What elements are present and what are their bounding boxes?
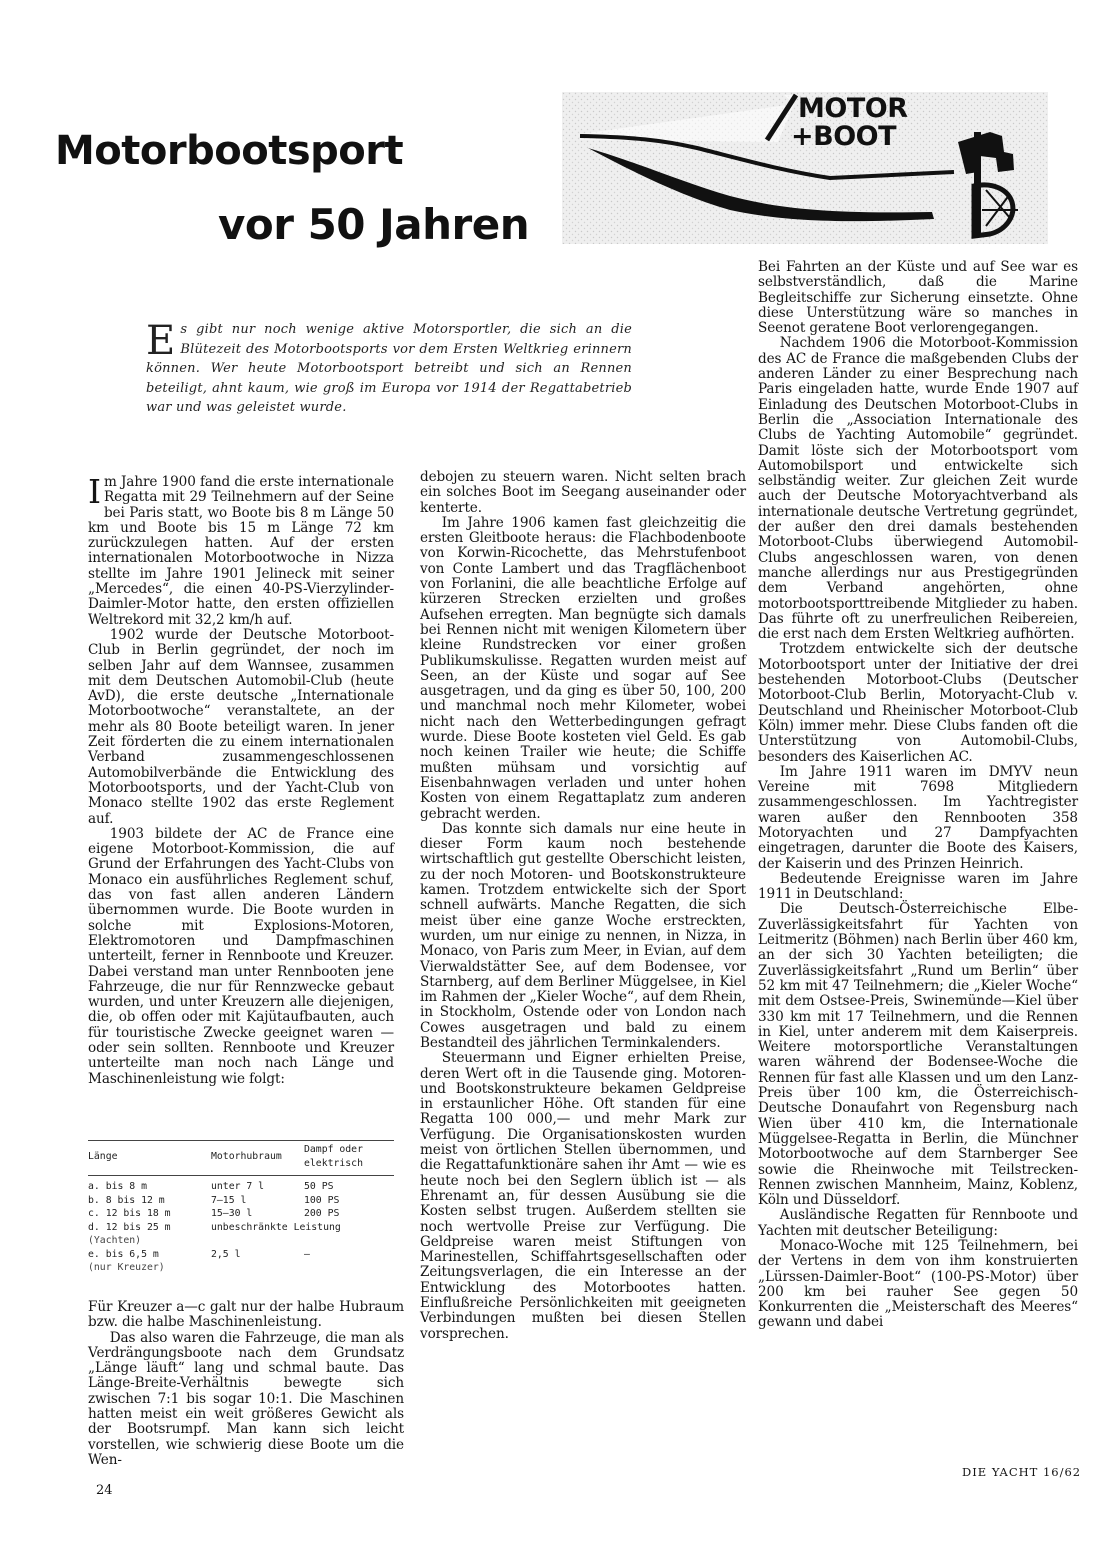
table-row bbox=[88, 1248, 394, 1275]
table-cell: 2,5 l bbox=[211, 1248, 241, 1260]
paragraph-text: m Jahre 1900 fand die erste internationale Regatta mit 29 Teilnehmern auf der Seine bei Paris statt, wo Boote bis 8 m Länge 50 km und Boote bis 15 m Länge 72 km zurückzulegen hatten. Auf der ersten internationalen Motorbootwoche in Nizza stellte im Jahre 1901 Jelineck mit seiner „Mercedes“, die einen 40-PS-Vierzylinder-Daimler-Motor hatte, den ersten offiziellen Weltrekord mit 32,2 km/h auf. bbox=[88, 474, 394, 628]
table-header: Motorhubraum bbox=[211, 1150, 282, 1162]
paragraph bbox=[88, 472, 394, 628]
table-cell-text: d. 12 bis 25 m bbox=[88, 1221, 171, 1233]
table-row bbox=[88, 1221, 394, 1248]
table-cell: 7–15 l bbox=[211, 1194, 247, 1206]
intro-lead bbox=[146, 320, 632, 418]
column-2 bbox=[420, 470, 746, 1342]
paragraph: Das also waren die Fahrzeuge, die man als Verdrängungsboote nach dem Grundsatz „Länge läuft“ lang und schmal baute. Das Länge-Breite-Verhältnis bewegte sich zwischen 7:1 bis sogar 10:1. Die Maschinen hatten meist ein weit größeres Gewicht als der Bootsrumpf. Man kann sich leicht vorstellen, wie schwierig diese Boote um die Wen- bbox=[88, 1329, 404, 1468]
table-cell: unter 7 l bbox=[211, 1181, 265, 1192]
table-header: Dampf oder elektrisch bbox=[304, 1144, 363, 1169]
boat-class-table bbox=[88, 1140, 394, 1275]
magazine-issue: DIE YACHT 16/62 bbox=[962, 1465, 1082, 1479]
table-cell-text: e. bis 6,5 m bbox=[88, 1248, 159, 1260]
logo-word-boot: +BOOT bbox=[791, 121, 897, 152]
paragraph: Das konnte sich damals nur eine heute in dieser Form kaum noch bestehende wirtschaftlich gut gestellte Oberschicht leisten, zu der noch Motoren- und Bootskonstrukteure kamen. Trotzdem entwickelte sich der Sport schnell aufwärts. Manche Regatten, die sich meist über eine ganze Woche erstreckten, wurden, um nur einige zu nennen, in Nizza, in Monaco, von Paris zum Meer, in Evian, auf dem Vierwaldstätter See, auf dem Bodensee, vor Starnberg, auf dem Berliner Müggelsee, in Kiel im Rahmen der „Kieler Woche“, auf dem Rhein, in Stockholm, Ostende oder von London nach Cowes ausgetragen und bald zu einem Bestandteil des jährlichen Terminkalenders. bbox=[420, 820, 746, 1051]
table-cell: – bbox=[304, 1248, 310, 1260]
table-cell: 100 PS bbox=[304, 1194, 340, 1206]
paragraph: debojen zu steuern waren. Nicht selten brach ein solches Boot im Seegang auseinander oder kenterte. bbox=[420, 469, 746, 516]
table-cell: b. 8 bis 12 m bbox=[88, 1194, 165, 1206]
article-dropcap: I bbox=[88, 472, 101, 511]
table-cell: unbeschränkte Leistung bbox=[211, 1221, 341, 1233]
table-row bbox=[88, 1194, 394, 1208]
table-header: Länge bbox=[88, 1150, 118, 1162]
table-cell: 200 PS bbox=[304, 1208, 340, 1219]
table-cell-note: (Yachten) bbox=[88, 1235, 142, 1246]
table-cell bbox=[88, 1221, 211, 1248]
table-cell: 50 PS bbox=[304, 1181, 334, 1192]
logo-word-motor: MOTOR bbox=[798, 93, 908, 124]
paragraph: Ausländische Regatten für Rennboote und Yachten mit deutscher Beteiligung: bbox=[758, 1207, 1078, 1239]
paragraph: 1902 wurde der Deutsche Motorboot-Club in Berlin gegründet, der noch im selben Jahr auf dem Wannsee, zusammen mit dem Deutschen Automobil-Club (heute AvD), die erste deutsche „Internationale Motorbootwoche“ veranstaltete, an der mehr als 80 Boote beteiligt waren. In jener Zeit förderten die zu einem internationalen Verband zusammengeschlossenen Automobilverbände die Entwicklung des Motorbootsports, und der Yacht-Club von Monaco stellte 1902 das erste Reglement auf. bbox=[88, 626, 394, 827]
paragraph: Bedeutende Ereignisse waren im Jahre 1911 in Deutschland: bbox=[758, 870, 1078, 903]
table-cell: c. 12 bis 18 m bbox=[88, 1208, 171, 1219]
paragraph: 1903 bildete der AC de France eine eigene Motorboot-Kommission, die auf Grund der Erfahrungen des Yacht-Clubs von Monaco ein ausführliches Reglement schuf, das von fast allen anderen Ländern übernommen wurde. Die Boote wurden in solche mit Explosions-Motoren, Elektromotoren und Dampfmaschinen unterteilt, ferner in Rennboote und Kreuzer. Dabei verstand man unter Rennbooten jene Fahrzeuge, die nur für Rennzwecke gebaut wurden, und unter Kreuzern alle diejenigen, die, ob offen oder mit Kajütaufbauten, auch für touristische Zwecke geeignet waren — oder sein sollten. Rennboote und Kreuzer unterteilte man noch nach Länge und Maschinenleistung wie folgt: bbox=[88, 825, 394, 1087]
column-1-upper bbox=[88, 472, 394, 1087]
paragraph: Für Kreuzer a—c galt nur der halbe Hubraum bzw. die halbe Maschinenleistung. bbox=[88, 1299, 404, 1331]
column-3 bbox=[758, 260, 1078, 1331]
table-cell bbox=[88, 1248, 211, 1275]
paragraph: Im Jahre 1911 waren im DMYV neun Vereine mit 7698 Mitgliedern zusammengeschlossen. Im Yachtregister waren außer den Rennbooten 358 Motoryachten und 27 Dampfyachten eingetragen, darunter die Boote des Kaisers, der Kaiserin und des Prinzen Heinrich. bbox=[758, 763, 1078, 872]
table-row bbox=[88, 1207, 394, 1221]
paragraph: Die Deutsch-Österreichische Elbe-Zuverlässigkeitsfahrt für Yachten von Leitmeritz (Böhmen) nach Berlin über 460 km, an der sich 30 Yachten beteiligten; die Zuverlässigkeitsfahrt „Rund um Berlin“ über 52 km mit 47 Teilnehmern; die „Kieler Woche“ mit dem Ostsee-Preis, Swinemünde—Kiel über 330 km mit 17 Teilnehmern, und die Rennen in Kiel, unter anderem mit dem Kaiserpreis. Weitere motorsportliche Veranstaltungen waren während der Bodensee-Woche die Rennen für fast alle Klassen und um den Lanz-Preis über 100 km, die Österreichisch-Deutsche Donaufahrt von Regensburg nach Wien über 410 km, die Internationale Müggelsee-Regatta in Berlin, die Münchner Motorbootwoche auf dem Starnberger See sowie die Rheinwoche mit Teilstrecken-Rennen zwischen Mannheim, Mainz, Koblenz, Köln und Düsseldorf. bbox=[758, 901, 1078, 1209]
table-header-row bbox=[88, 1141, 394, 1175]
paragraph: Im Jahre 1906 kamen fast gleichzeitig die ersten Gleitboote heraus: die Flachbodenboote von Korwin-Ricochette, das Mehrstufenboot von Conte Lambert und das Tragflächenboot von Forlanini, die alle beachtliche Erfolge auf kürzeren Strecken erzielten und großes Aufsehen erregten. Man begnügte sich damals bei Rennen nicht mit wenigen Kilometern über kleine Rundstrecken vor einer großen Publikumskulisse. Regatten wurden meist auf Seen, an der Küste und sogar auf See ausgetragen, und da ging es über 50, 100, 200 und manchmal noch mehr Kilometer, wobei nicht nach den Wetterbedingungen gefragt wurde. Diese Boote kosteten viel Geld. Es gab noch keinen Trailer wie heute; die Schiffe mußten mühsam und vorsichtig auf Eisenbahnwagen verladen und unter hohen Kosten von einem Regattaplatz zum anderen gebracht werden. bbox=[420, 514, 746, 822]
paragraph: Monaco-Woche mit 125 Teilnehmern, bei der Vertens in dem von ihm konstruierten „Lürssen-Daimler-Boot“ (100-PS-Motor) über 200 km bei rauher See gegen 50 Konkurrenten die „Meisterschaft des Meeres“ gewann und dabei bbox=[758, 1238, 1078, 1331]
intro-text: s gibt nur noch wenige aktive Motorsportler, die sich an die Blütezeit des Motorbootsports vor dem Ersten Weltkrieg erinnern können. Wer heute Motorbootsport betreibt und sich an Rennen beteiligt, ahnt kaum, wie groß im Europa vor 1914 der Regattabetrieb war und was geleistet wurde. bbox=[146, 322, 632, 416]
headline-line-1: Motorbootsport bbox=[55, 128, 404, 174]
table-cell: a. bis 8 m bbox=[88, 1181, 147, 1192]
table-cell-note: (nur Kreuzer) bbox=[88, 1262, 165, 1273]
motor-boot-logo bbox=[562, 92, 1048, 244]
intro-dropcap: E bbox=[146, 318, 176, 364]
headline-line-2: vor 50 Jahren bbox=[218, 200, 530, 249]
paragraph: Trotzdem entwickelte sich der deutsche Motorbootsport unter der Initiative der drei bestehenden Motorboot-Clubs (Deutscher Motorboot-Club Berlin, Motoryacht-Club v. Deutschland und Rheinischer Motorboot-Club Köln) immer mehr. Diese Clubs fanden oft die Unterstützung von Automobil-Clubs, besonders des Kaiserlichen AC. bbox=[758, 641, 1078, 765]
table-cell: 15–30 l bbox=[211, 1208, 253, 1219]
paragraph: Bei Fahrten an der Küste und auf See war es selbstverständlich, daß die Marine Begleitschiffe zur Sicherung einsetzte. Ohne diese Unterstützung wäre so manches in Seenot geratene Boot verlorengegangen. bbox=[758, 259, 1078, 337]
table-row bbox=[88, 1176, 394, 1194]
paragraph: Nachdem 1906 die Motorboot-Kommission des AC de France die maßgebenden Clubs der anderen Länder zu einer Besprechung nach Paris eingeladen hatte, wurde Ende 1907 auf Einladung des Deutschen Motorboot-Clubs in Berlin die „Association Internationale des Clubs de Yachting Automobile“ gegründet. Damit löste sich der Motorbootsport vom Automobilsport und entwickelte sich selbständig weiter. Zur gleichen Zeit wurde auch der Deutsche Motoryachtverband als internationale deutsche Vertretung gegründet, der außer den drei damals bestehenden Motorboot-Clubs überwiegend Automobil-Clubs angeschlossen waren, von denen manche allerdings nur aus Prestigegründen dem Verband angehörten, ohne motorbootsporttreibende Mitglieder zu haben. Das führte oft zu unerfreulichen Reibereien, die erst nach dem Ersten Weltkrieg aufhörten. bbox=[758, 335, 1078, 643]
column-1-lower bbox=[88, 1300, 404, 1468]
page-number: 24 bbox=[96, 1483, 113, 1498]
paragraph: Steuermann und Eigner erhielten Preise, deren Wert oft in die Tausende ging. Motoren- und Bootskonstrukteure bekamen Geldpreise in erstaunlicher Höhe. Oft standen für eine Regatta 100 000,— und mehr Mark zur Verfügung. Die Organisationskosten wurden meist von örtlichen Stellen übernommen, und die Regattafunktionäre sahen ihr Amt — wie es heute noch bei den Seglern üblich ist — als Ehrenamt an, für dessen Ausübung sie die Kosten selbst trugen. Außerdem stellten sie noch wertvolle Preise zur Verfügung. Die Geldpreise waren meist Stiftungen von Marinestellen, Schiffahrtsgesellschaften oder Zeitungsverlagen, die ein Interesse an der Entwicklung des Motorbootes hatten. Einflußreiche Persönlichkeiten mit geeigneten Verbindungen mußten bei diesen Stellen vorsprechen. bbox=[420, 1050, 746, 1342]
